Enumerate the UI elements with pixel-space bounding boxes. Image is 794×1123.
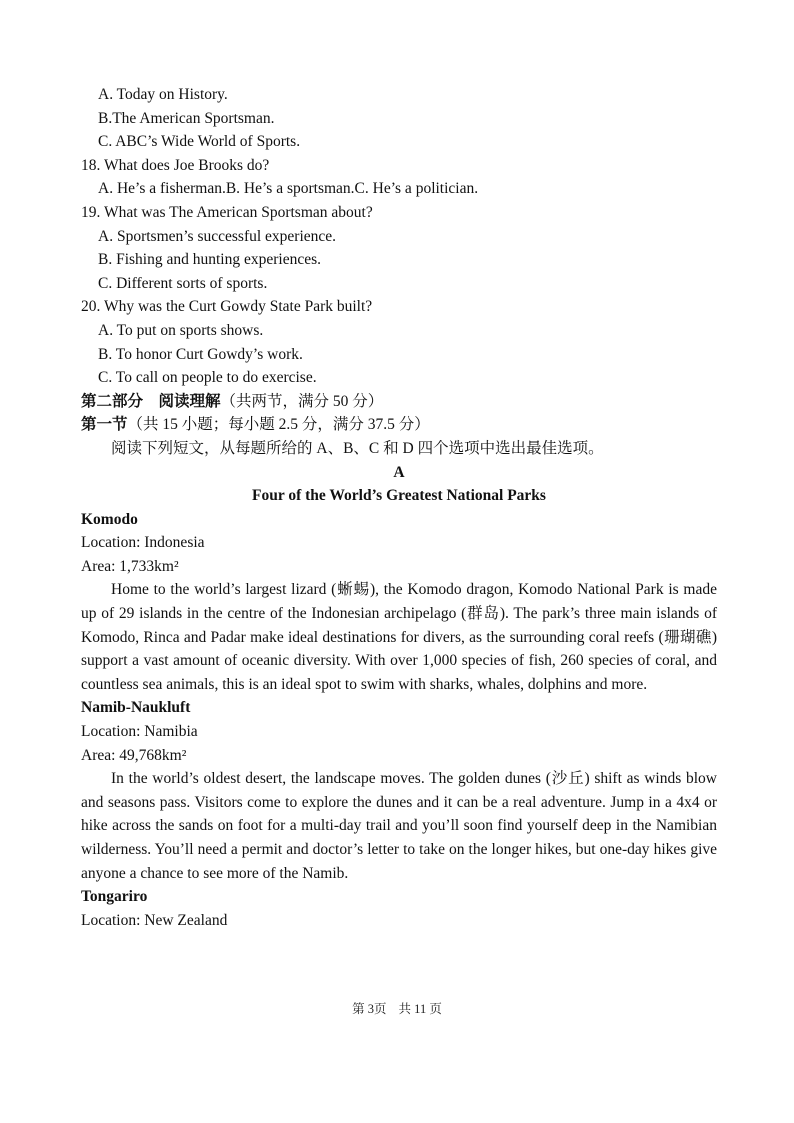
q19-option-b: B. Fishing and hunting experiences. xyxy=(98,251,321,269)
park-description-komodo: Home to the world’s largest lizard (蜥蜴), the Komodo dragon, Komodo National Park is made up of 29 islands in the centre of the Indonesian archipelago (群岛). The park’s three main islands of Komodo, Rinca and Padar make ideal destinations for divers, as the surrounding coral reefs (珊瑚礁) support a vast amount of oceanic diversity. With over 1,000 species of fish, 260 species of coral, and countless sea animals, this is an ideal spot to swim with sharks, whales, dolphins and more. xyxy=(81,581,717,693)
park-location-namib-naukluft: Location: Namibia xyxy=(81,723,198,741)
q19-option-a: A. Sportsmen’s successful experience. xyxy=(98,227,337,245)
q19-option-c: C. Different sorts of sports. xyxy=(98,274,268,292)
park-name-tongariro: Tongariro xyxy=(81,888,148,906)
section1-heading xyxy=(81,413,717,437)
q17-option-b: B.The American Sportsman. xyxy=(98,109,275,127)
q18-question: 18. What does Joe Brooks do? xyxy=(81,156,270,174)
q20-option-b: B. To honor Curt Gowdy’s work. xyxy=(98,345,303,363)
q20-option-c: C. To call on people to do exercise. xyxy=(98,369,317,387)
q17-option-a: A. Today on History. xyxy=(98,86,228,103)
q17-option-c: C. ABC’s Wide World of Sports. xyxy=(98,133,301,151)
park-area-komodo: Area: 1,733km² xyxy=(81,557,179,575)
park-name-namib-naukluft: Namib-Naukluft xyxy=(81,699,191,717)
park-area-namib-naukluft: Area: 49,768km² xyxy=(81,746,187,764)
q20-option-a: A. To put on sports shows. xyxy=(98,321,264,339)
park-location-tongariro: Location: New Zealand xyxy=(81,911,228,929)
section1-heading-title: 第一节 xyxy=(81,416,128,434)
q18-options: A. He’s a fisherman.B. He’s a sportsman.C. He’s a politician. xyxy=(98,180,479,198)
part2-heading-score: （共两节，满分 50 分） xyxy=(220,392,384,410)
q20-question: 20. Why was the Curt Gowdy State Park built? xyxy=(81,298,373,316)
park-description-namib-naukluft: In the world’s oldest desert, the landscape moves. The golden dunes (沙丘) shift as winds blow and seasons pass. Visitors come to explore the dunes and it can be a real adventure. Jump in a 4x4 or hike across the sands on foot for a multi-day trail and you’ll soon find yourself deep in the Namibian wilderness. You’ll need a permit and doctor’s letter to take on the longer hikes, but one-day hikes give anyone a chance to see more of the Namib. xyxy=(81,770,717,882)
park-location-komodo: Location: Indonesia xyxy=(81,534,205,552)
part2-heading xyxy=(81,390,717,414)
page-number: 第 3页 xyxy=(352,1002,387,1016)
q19-question: 19. What was The American Sportsman about? xyxy=(81,203,373,221)
page-content xyxy=(81,83,717,932)
reading-instruction: 阅读下列短文，从每题所给的 A、B、C 和 D 四个选项中选出最佳选项。 xyxy=(111,439,604,457)
part2-heading-title: 第二部分 阅读理解 xyxy=(81,392,221,410)
passage-title: Four of the World’s Greatest National Parks xyxy=(252,487,546,505)
passage-letter: A xyxy=(393,463,405,481)
page-footer xyxy=(0,999,794,1017)
section1-heading-score: （共 15 小题；每小题 2.5 分，满分 37.5 分） xyxy=(127,416,430,434)
page-total: 共 11 页 xyxy=(398,1002,442,1016)
park-name-komodo: Komodo xyxy=(81,510,138,528)
